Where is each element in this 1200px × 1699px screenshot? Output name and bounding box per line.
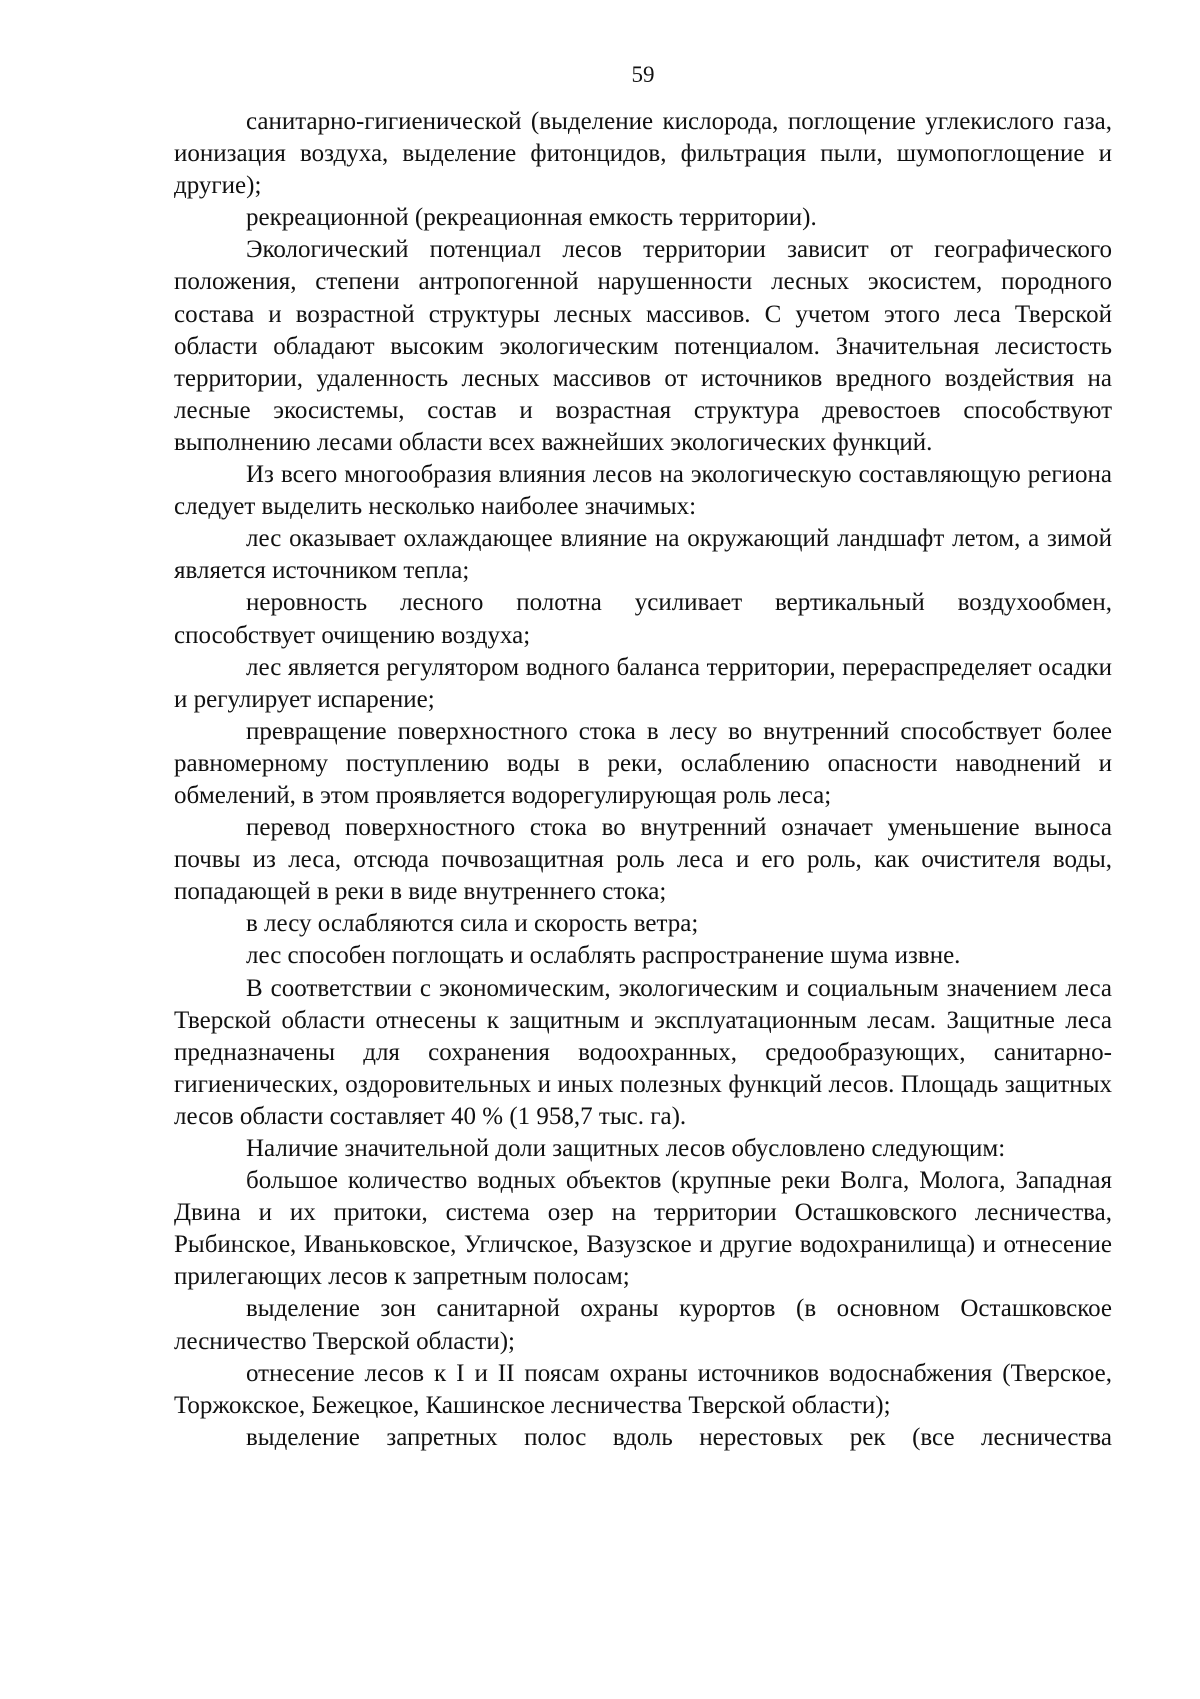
paragraph: рекреационной (рекреационная емкость территории). <box>246 204 817 232</box>
paragraph: Наличие значительной доли защитных лесов обусловлено следующим: <box>246 1135 1006 1162</box>
paragraph: санитарно-гигиенической (выделение кислорода, поглощение углекислого газа, ионизация воздуха, выделение фитонцидов, фильтрация пыли, шумопоглощение и другие); <box>174 108 1112 200</box>
paragraph: лес оказывает охлаждающее влияние на окружающий ландшафт летом, а зимой является источником тепла; <box>174 525 1112 585</box>
paragraph: выделение зон санитарной охраны курортов (в основном Осташковское лесничество Тверской области); <box>174 1295 1112 1355</box>
paragraph: в лесу ослабляются сила и скорость ветра; <box>246 910 699 938</box>
paragraph: выделение запретных полос вдоль нерестовых рек (все лесничества <box>246 1423 1112 1451</box>
paragraph: Экологический потенциал лесов территории зависит от географического положения, степени антропогенной нарушенности лесных экосистем, породного состава и возрастной структуры лесных массивов. С учетом этого леса Тверской области обладают высоким экологическим потенциалом. Значительная лесистость территории, удаленность лесных массивов от источников вредного воздействия на лесные экосистемы, состав и возрастная структура древостоев способствуют выполнению лесами области всех важнейших экологических функций. <box>174 236 1112 456</box>
paragraph: лес является регулятором водного баланса территории, перераспределяет осадки и регулирует испарение; <box>174 653 1112 713</box>
paragraph: лес способен поглощать и ослаблять распространение шума извне. <box>246 942 961 970</box>
page-number: 59 <box>631 62 655 87</box>
paragraph: превращение поверхностного стока в лесу во внутренний способствует более равномерному поступлению воды в реки, ослаблению опасности наводнений и обмелений, в этом проявляется водорегулирующая роль леса; <box>174 717 1112 809</box>
paragraph: Из всего многообразия влияния лесов на экологическую составляющую региона следует выделить несколько наиболее значимых: <box>174 461 1112 521</box>
paragraph: большое количество водных объектов (крупные реки Волга, Молога, Западная Двина и их притоки, система озер на территории Осташковского лесничества, Рыбинское, Иваньковское, Угличское, Вазузское и другие водохранилища) и отнесение прилегающих лесов к запретным полосам; <box>174 1167 1112 1291</box>
body-text <box>174 106 1112 1454</box>
paragraph: неровность лесного полотна усиливает вертикальный воздухообмен, способствует очищению воздуха; <box>174 589 1112 649</box>
paragraph: перевод поверхностного стока во внутренний означает уменьшение выноса почвы из леса, отсюда почвозащитная роль леса и его роль, как очистителя воды, попадающей в реки в виде внутреннего стока; <box>174 814 1112 906</box>
paragraph: отнесение лесов к I и II поясам охраны источников водоснабжения (Тверское, Торжокское, Бежецкое, Кашинское лесничества Тверской области); <box>174 1359 1112 1419</box>
paragraph: В соответствии с экономическим, экологическим и социальным значением леса Тверской области отнесены к защитным и эксплуатационным лесам. Защитные леса предназначены для сохранения водоохранных, средообразующих, санитарно-гигиенических, оздоровительных и иных полезных функций лесов. Площадь защитных лесов области составляет 40 % (1 958,7 тыс. га). <box>174 974 1112 1130</box>
